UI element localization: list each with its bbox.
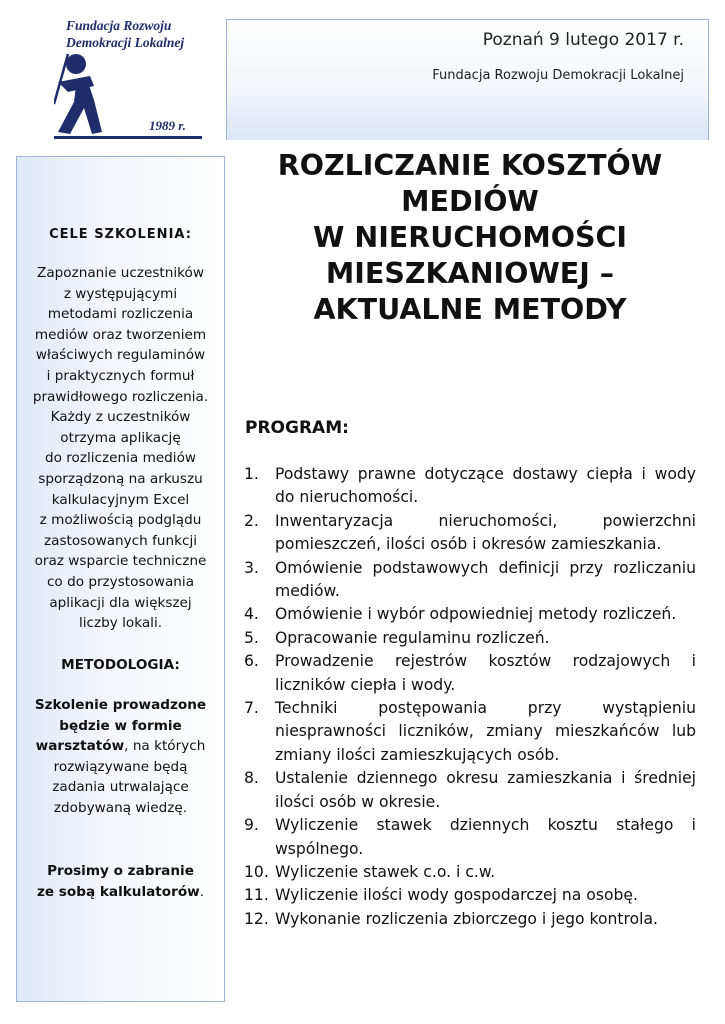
item-number: 11. <box>244 886 269 905</box>
document-title <box>236 148 704 328</box>
goals-line: sporządzoną na arkuszu <box>38 470 203 487</box>
goals-line: prawidłowego rozliczenia. <box>32 388 209 405</box>
logo-underline <box>54 136 202 139</box>
goals-line: kalkulacyjnym Excel <box>51 491 190 508</box>
goals-text <box>17 263 224 634</box>
item-text: Inwentaryzacja nieruchomości, powierzchni pomieszczeń, ilości osób i okresów zamieszkania. <box>275 511 696 554</box>
item-number: 5. <box>244 628 259 647</box>
header-panel <box>226 19 709 140</box>
item-number: 1. <box>244 465 259 483</box>
program-item <box>244 650 696 697</box>
header-organization: Fundacja Rozwoju Demokracji Lokalnej <box>432 68 684 83</box>
methodology-emphasis: warsztatów <box>35 738 125 755</box>
logo-name-line1: Fundacja Rozwoju <box>66 18 172 33</box>
program-item <box>244 557 696 604</box>
item-number: 3. <box>244 558 259 577</box>
program-item <box>244 510 696 557</box>
item-text: Podstawy prawne dotyczące dostawy ciepła i wody do nieruchomości. <box>275 465 696 507</box>
program-item <box>244 767 696 814</box>
goals-line: liczby lokali. <box>78 615 163 632</box>
goals-line: Każdy z uczestników <box>50 409 191 426</box>
program-item <box>244 627 696 650</box>
request-period: . <box>199 883 205 900</box>
item-number: 2. <box>244 511 259 530</box>
goals-line: z możliwością podglądu <box>39 512 202 529</box>
item-text: Omówienie i wybór odpowiedniej metody rozliczeń. <box>275 605 677 624</box>
item-number: 10. <box>244 862 269 881</box>
title-line: W NIERUCHOMOŚCI <box>312 221 627 254</box>
goals-line: Zapoznanie uczestników <box>37 265 204 281</box>
program-heading: PROGRAM: <box>245 418 349 438</box>
item-text: Omówienie podstawowych definicji przy rozliczaniu mediów. <box>275 558 696 601</box>
methodology-line: będzie w formie <box>59 717 182 734</box>
program-item <box>244 463 696 510</box>
document-date: Poznań 9 lutego 2017 r. <box>482 30 684 50</box>
item-number: 9. <box>244 816 259 835</box>
item-text: Opracowanie regulaminu rozliczeń. <box>275 628 550 647</box>
goals-heading: CELE SZKOLENIA: <box>49 227 192 242</box>
methodology-line: Szkolenie prowadzone <box>34 697 207 713</box>
program-item <box>244 908 696 931</box>
program-list <box>244 463 696 931</box>
goals-line: i praktycznych formuł <box>46 367 195 384</box>
goals-line: zastosowanych funkcji <box>43 532 198 549</box>
request-line: Prosimy o zabranie <box>47 863 194 879</box>
methodology-line: rozwiązywane będą <box>53 758 188 775</box>
title-line: ROZLICZANIE KOSZTÓW <box>277 149 663 182</box>
goals-line: aplikacji dla większej <box>49 594 192 611</box>
methodology-heading: METODOLOGIA: <box>61 657 180 673</box>
methodology-text <box>17 695 224 819</box>
calculator-request <box>17 861 224 902</box>
item-text: Wyliczenie ilości wody gospodarczej na osobę. <box>275 886 638 905</box>
item-number: 7. <box>244 699 259 718</box>
methodology-line: zadania utrwalające <box>52 779 189 796</box>
goals-line: właściwych regulaminów <box>35 347 206 364</box>
request-emphasis: ze sobą kalkulatorów <box>36 883 200 900</box>
logo-year: 1989 r. <box>149 118 186 133</box>
title-line: MIESZKANIOWEJ – <box>325 257 615 290</box>
title-line: MEDIÓW <box>401 185 539 218</box>
walking-figure-icon <box>54 52 114 138</box>
item-number: 8. <box>244 769 259 788</box>
logo-name-line2: Demokracji Lokalnej <box>66 35 185 50</box>
item-text: Wyliczenie stawek dziennych kosztu stałego i wspólnego. <box>275 816 696 858</box>
program-item <box>244 603 696 626</box>
goals-line: do rozliczenia mediów <box>44 450 197 467</box>
item-text: Prowadzenie rejestrów kosztów rodzajowych i liczników ciepła i wody. <box>275 652 696 694</box>
goals-line: mediów oraz tworzeniem <box>34 326 207 343</box>
title-line: AKTUALNE METODY <box>313 293 627 326</box>
goals-line: otrzyma aplikację <box>60 429 181 446</box>
methodology-line <box>17 736 224 757</box>
methodology-fragment: , na których <box>124 738 206 755</box>
item-text: Wyliczenie stawek c.o. i c.w. <box>275 862 496 881</box>
foundation-logo <box>54 14 214 142</box>
program-item <box>244 861 696 884</box>
program-item <box>244 884 696 907</box>
goals-line: z występującymi <box>63 285 178 302</box>
goals-line: co do przystosowania <box>46 573 195 590</box>
item-number: 4. <box>244 605 259 624</box>
goals-line: metodami rozliczenia <box>47 306 194 323</box>
item-number: 12. <box>244 909 269 928</box>
item-text: Techniki postępowania przy wystąpieniu niesprawności liczników, zmiany mieszkańców lub zmiany ilości zamieszkujących osób. <box>275 699 696 764</box>
sidebar-panel <box>16 156 225 1002</box>
item-number: 6. <box>244 652 259 671</box>
request-line <box>17 882 224 903</box>
program-item <box>244 814 696 861</box>
goals-line: oraz wsparcie techniczne <box>34 553 207 570</box>
item-text: Wykonanie rozliczenia zbiorczego i jego kontrola. <box>275 909 658 928</box>
program-item <box>244 697 696 767</box>
item-text: Ustalenie dziennego okresu zamieszkania i średniej ilości osób w okresie. <box>275 769 696 811</box>
methodology-line: zdobywaną wiedzę. <box>53 799 188 816</box>
